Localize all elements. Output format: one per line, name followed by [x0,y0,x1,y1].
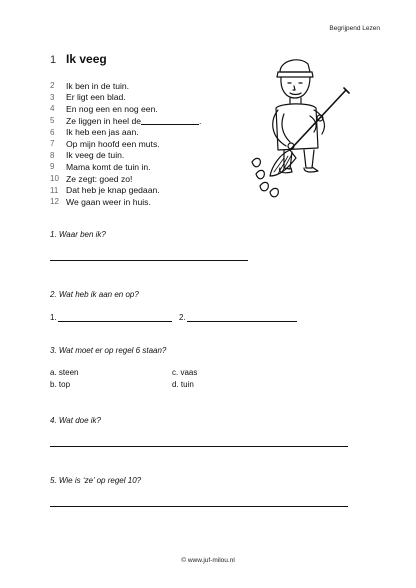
story-line: 4 En nog een en nog een. [50,103,158,114]
story-line: 12 We gaan weer in huis. [50,196,151,207]
story-line: 8 Ik veeg de tuin. [50,150,125,161]
footer-copyright: © www.juf-milou.nl [181,557,235,564]
option-a[interactable]: a. steen [50,368,79,377]
question-5: 5. Wie is ‘ze’ op regel 10? [50,476,142,485]
answer-2-label-2: 2. [179,313,186,322]
story-line-with-blank: 5 Ze liggen in heel de . [50,115,202,126]
fill-in-blank[interactable] [141,116,199,125]
answer-line-2a[interactable] [58,321,172,322]
story-line: 6 Ik heb een jas aan. [50,127,139,138]
answer-line-5[interactable] [50,506,348,507]
answer-line-1[interactable] [50,260,248,261]
question-3: 3. Wat moet er op regel 6 staan? [50,346,167,355]
answer-line-2b[interactable] [187,321,297,322]
option-d[interactable]: d. tuin [172,380,194,389]
question-4: 4. Wat doe ik? [50,416,101,425]
option-b[interactable]: b. top [50,380,71,389]
title-line-number: 1 [50,54,57,66]
story-lines [50,80,201,208]
story-line: 2 Ik ben in de tuin. [50,80,130,91]
story-line: 7 Op mijn hoofd een muts. [50,138,160,149]
story-title-row [50,52,107,66]
story-line: 9 Mama komt de tuin in. [50,161,151,172]
story-line: 11 Dat heb je knap gedaan. [50,185,160,196]
sweeping-child-illustration [250,50,360,200]
story-line: 3 Er ligt een blad. [50,92,126,103]
story-line: 10 Ze zegt: goed zo! [50,173,133,184]
answer-2-label-1: 1. [50,313,57,322]
answer-line-4[interactable] [50,446,348,447]
question-1: 1. Waar ben ik? [50,230,106,239]
subject-label: Begrijpend Lezen [329,25,380,32]
story-title: Ik veeg [66,52,107,66]
question-2: 2. Wat heb ik aan en op? [50,290,139,299]
option-c[interactable]: c. vaas [172,368,198,377]
